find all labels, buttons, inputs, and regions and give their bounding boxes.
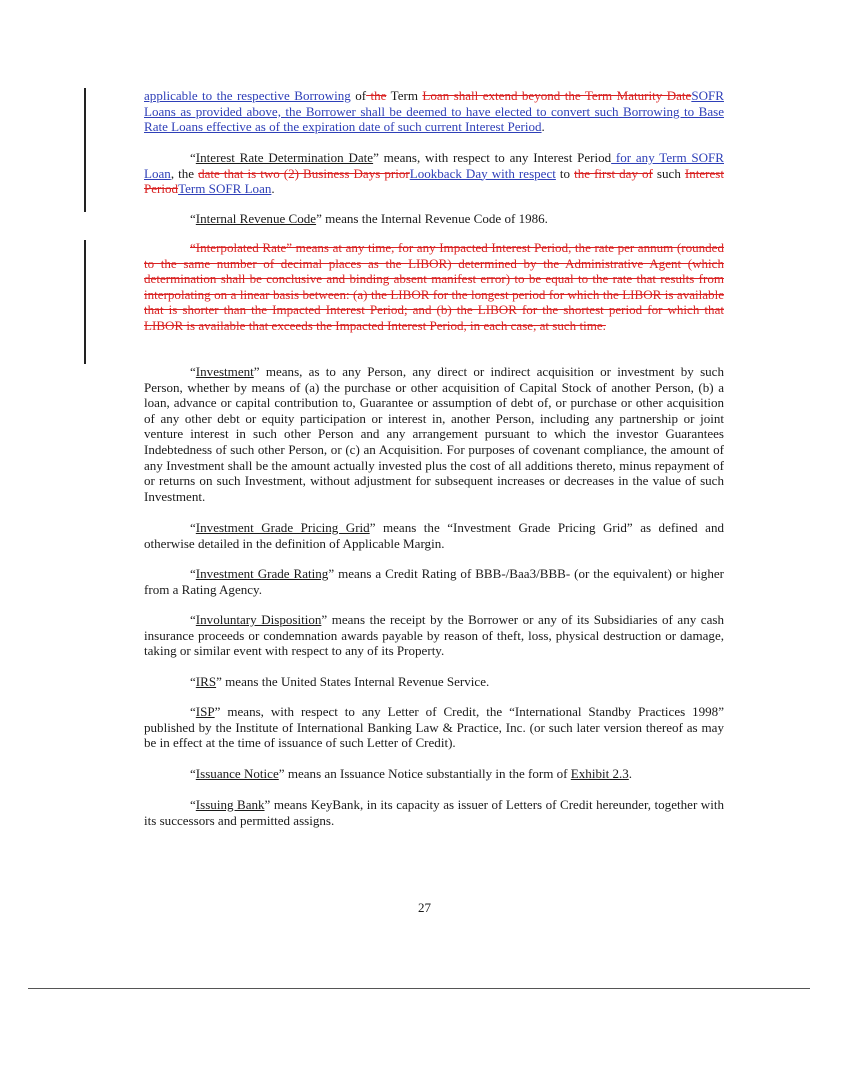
- definition-issuing-bank: [144, 797, 724, 828]
- defined-term: Investment: [195, 364, 254, 379]
- text: , the: [170, 165, 199, 181]
- defined-term: Internal Revenue Code: [195, 211, 317, 226]
- quote: “: [190, 364, 196, 379]
- inserted-text: for any Term SOFR Loan: [144, 150, 725, 181]
- definition-isp: [144, 704, 724, 751]
- definition-interest-rate-determination-date: [144, 150, 724, 197]
- inserted-text: SOFR Loans as provided above, the Borrower shall be deemed to have elected to convert such Borrowing to Base Rate Loans effective as of the expiration date of such current Interest Period: [144, 88, 724, 135]
- text: ” means, as to any Person, any direct or indirect acquisition or investment by such Person, whether by means of (a) the purchase or other acquisition of Capital Stock of another Person, (b) a loan, advance or capital contribution to, Guarantee or assumption of debt of, or purchase or other acquisition of any other debt or equity participation or interest in, another Person, including any partnership or joint venture interest in such other Person and any arrangement pursuant to which the investor Guarantees Indebtedness of such other Person, or (c) an Acquisition. For purposes of covenant compliance, the amount of any Investment shall be the amount actually invested plus the cost of all additions thereto, minus repayment of or returns on such Investment, without adjustment for subsequent increases or decreases in the value of such Investment.: [144, 364, 724, 504]
- deleted-text: “Interpolated Rate” means at any time, for any Impacted Interest Period, the rate per annum (rounded to the same number of decimal places as the LIBOR) determined by the Administrative Agent (which determination shall be conclusive and binding absent manifest error) to be equal to the rate that results from interpolating on a linear basis between: (a) the LIBOR for the longest period for which the LIBOR is available that is shorter than the Impacted Interest Period; and (b) the LIBOR for the shortest period for which that LIBOR is available that exceeds the Impacted Interest Period, in each case, at such time.: [144, 240, 724, 333]
- definition-involuntary-disposition: [144, 612, 724, 659]
- quote: “: [190, 766, 196, 781]
- text: ” means the “Investment Grade Pricing Grid” as defined and otherwise detailed in the definition of Applicable Margin.: [144, 520, 724, 551]
- text: ” means the Internal Revenue Code of 1986.: [316, 211, 548, 226]
- text: .: [541, 119, 545, 135]
- text: of: [350, 88, 367, 103]
- exhibit-reference: Exhibit 2.3: [570, 766, 629, 781]
- text: ” means a Credit Rating of BBB-/Baa3/BBB- (or the equivalent) or higher from a Rating Agency.: [144, 566, 724, 597]
- quote: “: [190, 150, 196, 165]
- definition-interpolated-rate-deleted: [144, 240, 724, 334]
- text: .: [271, 181, 275, 197]
- page-number: 27: [417, 900, 432, 915]
- deleted-text: date that is two (2) Business Days prior: [198, 165, 410, 181]
- footer-divider: [28, 988, 810, 989]
- definition-irs: [144, 674, 724, 690]
- text: ” means the United States Internal Revenue Service.: [216, 674, 490, 689]
- deleted-text: Interest Period: [144, 165, 725, 197]
- text: .: [628, 766, 633, 781]
- quote: “: [190, 704, 196, 719]
- definition-investment-grade-pricing-grid: [144, 520, 724, 551]
- quote: “: [190, 520, 196, 535]
- deleted-text: the first day of: [574, 165, 653, 181]
- definition-investment: [144, 364, 724, 504]
- paragraph-continuation: [144, 88, 724, 135]
- definition-internal-revenue-code: [144, 211, 724, 227]
- text: Term: [386, 88, 423, 103]
- definition-investment-grade-rating: [144, 566, 724, 597]
- quote: “: [190, 612, 196, 627]
- text: ” means, with respect to any Interest Period: [373, 150, 612, 165]
- defined-term: Issuing Bank: [195, 797, 265, 812]
- text: ” means KeyBank, in its capacity as issuer of Letters of Credit hereunder, together with its successors and permitted assigns.: [144, 797, 724, 828]
- inserted-text: applicable to the respective Borrowing: [144, 88, 351, 103]
- deleted-text: Loan shall extend beyond the Term Maturity Date: [422, 88, 692, 103]
- deleted-text: the: [366, 88, 387, 103]
- text: ” means, with respect to any Letter of Credit, the “International Standby Practices 1998” published by the Institute of International Banking Law & Practice, Inc. (or such later version thereof as may be in effect at the time of issuance of such Letter of Credit).: [144, 704, 724, 751]
- defined-term: Issuance Notice: [195, 766, 279, 781]
- defined-term: Involuntary Disposition: [195, 612, 322, 627]
- change-bar: [84, 88, 86, 212]
- text: ” means the receipt by the Borrower or any of its Subsidiaries of any cash insurance proceeds or condemnation awards payable by reason of theft, loss, physical destruction or damage, taking or similar event with respect to any of its Property.: [144, 612, 724, 659]
- quote: “: [190, 211, 196, 226]
- change-bar: [84, 240, 86, 364]
- quote: “: [190, 674, 196, 689]
- text: ” means an Issuance Notice substantially in the form of: [278, 766, 571, 781]
- text: such: [652, 165, 685, 181]
- defined-term: Interest Rate Determination Date: [195, 150, 374, 165]
- inserted-text: Term SOFR Loan: [178, 181, 272, 197]
- inserted-text: Lookback Day with respect: [409, 165, 556, 181]
- quote: “: [190, 566, 196, 581]
- defined-term: ISP: [195, 704, 215, 719]
- defined-term: IRS: [195, 674, 217, 689]
- definition-issuance-notice: [144, 766, 724, 782]
- defined-term: Investment Grade Rating: [195, 566, 329, 581]
- quote: “: [190, 797, 196, 812]
- defined-term: Investment Grade Pricing Grid: [195, 520, 370, 535]
- text: to: [555, 165, 575, 181]
